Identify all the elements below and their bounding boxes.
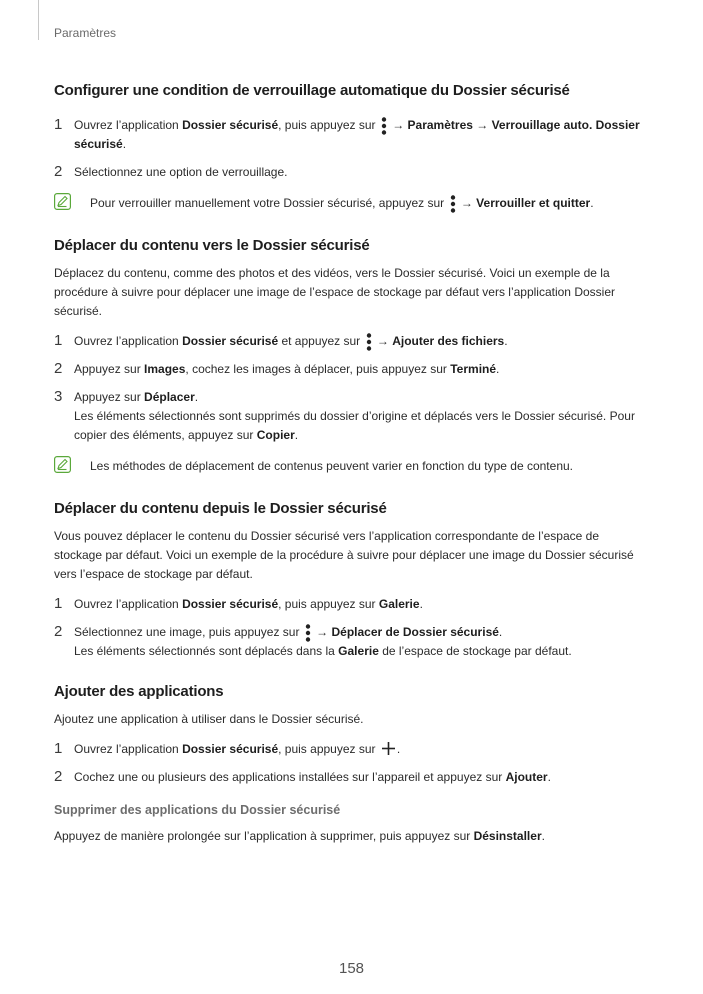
step-text: Ouvrez l’application Dossier sécurisé et appuyez sur → Ajouter des fichiers. bbox=[74, 332, 650, 351]
step-item bbox=[54, 163, 650, 182]
step-number: 3 bbox=[54, 388, 63, 405]
step-item bbox=[54, 623, 650, 661]
step-number: 1 bbox=[54, 332, 63, 349]
step-item bbox=[54, 360, 650, 379]
subsection-title: Supprimer des applications du Dossier sécurisé bbox=[54, 803, 341, 817]
section-intro: Vous pouvez déplacer le contenu du Dossier sécurisé vers l’application correspondante de l’espace de stockage par défaut. Voici un exemple de la procédure à suivre pour déplacer une image du Dossier sécurisé vers l’espace de stockage par défaut. bbox=[54, 529, 634, 581]
step-number: 2 bbox=[54, 768, 63, 785]
step-item bbox=[54, 332, 650, 351]
section-title: Déplacer du contenu depuis le Dossier sécurisé bbox=[54, 500, 387, 517]
step-number: 1 bbox=[54, 740, 63, 757]
step-item bbox=[54, 116, 650, 154]
section-move-to-secure-folder bbox=[54, 237, 650, 476]
step-item bbox=[54, 388, 650, 445]
step-number: 2 bbox=[54, 623, 63, 640]
step-text: Ouvrez l’application Dossier sécurisé, puis appuyez sur Galerie. bbox=[74, 597, 423, 611]
note-box bbox=[54, 457, 650, 476]
step-text: Sélectionnez une image, puis appuyez sur → Déplacer de Dossier sécurisé. Les éléments sélectionnés sont déplacés dans la Galerie de l’espace de stockage par défaut. bbox=[74, 625, 572, 658]
section-move-from-secure-folder bbox=[54, 500, 650, 661]
more-options-icon bbox=[366, 333, 372, 351]
step-item bbox=[54, 740, 650, 759]
note-icon bbox=[54, 456, 71, 473]
step-number: 1 bbox=[54, 595, 63, 612]
note-icon bbox=[54, 193, 71, 210]
step-number: 2 bbox=[54, 360, 63, 377]
header-rule bbox=[38, 0, 39, 40]
step-text: Appuyez sur Images, cochez les images à déplacer, puis appuyez sur Terminé. bbox=[74, 362, 500, 376]
page-number: 158 bbox=[338, 960, 365, 977]
note-box bbox=[54, 194, 650, 213]
section-auto-lock bbox=[54, 82, 650, 213]
running-header: Paramètres bbox=[54, 26, 117, 40]
section-title: Ajouter des applications bbox=[54, 683, 224, 700]
step-text: Ouvrez l’application Dossier sécurisé, puis appuyez sur → Paramètres → Verrouillage auto. Dossier sécurisé. bbox=[74, 118, 640, 151]
step-item bbox=[54, 768, 650, 787]
subsection-text: Appuyez de manière prolongée sur l’application à supprimer, puis appuyez sur Désinstaller. bbox=[54, 829, 545, 843]
section-intro: Ajoutez une application à utiliser dans le Dossier sécurisé. bbox=[54, 712, 364, 726]
note-text: Pour verrouiller manuellement votre Dossier sécurisé, appuyez sur → Verrouiller et quitter. bbox=[90, 194, 594, 213]
section-title: Configurer une condition de verrouillage automatique du Dossier sécurisé bbox=[54, 82, 570, 99]
more-options-icon bbox=[305, 624, 311, 642]
section-title: Déplacer du contenu vers le Dossier sécurisé bbox=[54, 237, 370, 254]
note-text: Les méthodes de déplacement de contenus peuvent varier en fonction du type de contenu. bbox=[90, 459, 573, 473]
step-item bbox=[54, 595, 650, 614]
section-intro: Déplacez du contenu, comme des photos et des vidéos, vers le Dossier sécurisé. Voici un exemple de la procédure à suivre pour déplacer une image de l’espace de stockage par défaut vers l’application Dossier sécurisé. bbox=[54, 266, 615, 318]
step-text: Cochez une ou plusieurs des applications installées sur l’appareil et appuyez sur Ajouter. bbox=[74, 770, 551, 784]
more-options-icon bbox=[381, 117, 387, 135]
section-add-apps bbox=[54, 683, 650, 846]
more-options-icon bbox=[450, 195, 456, 213]
add-icon bbox=[381, 741, 396, 756]
step-number: 1 bbox=[54, 116, 63, 133]
step-text: Appuyez sur Déplacer. Les éléments sélectionnés sont supprimés du dossier d’origine et déplacés vers le Dossier sécurisé. Pour copier des éléments, appuyez sur Copier. bbox=[74, 390, 635, 442]
page-content bbox=[54, 82, 650, 857]
step-number: 2 bbox=[54, 163, 63, 180]
step-text: Ouvrez l’application Dossier sécurisé, puis appuyez sur . bbox=[74, 742, 401, 756]
step-text: Sélectionnez une option de verrouillage. bbox=[74, 165, 288, 179]
